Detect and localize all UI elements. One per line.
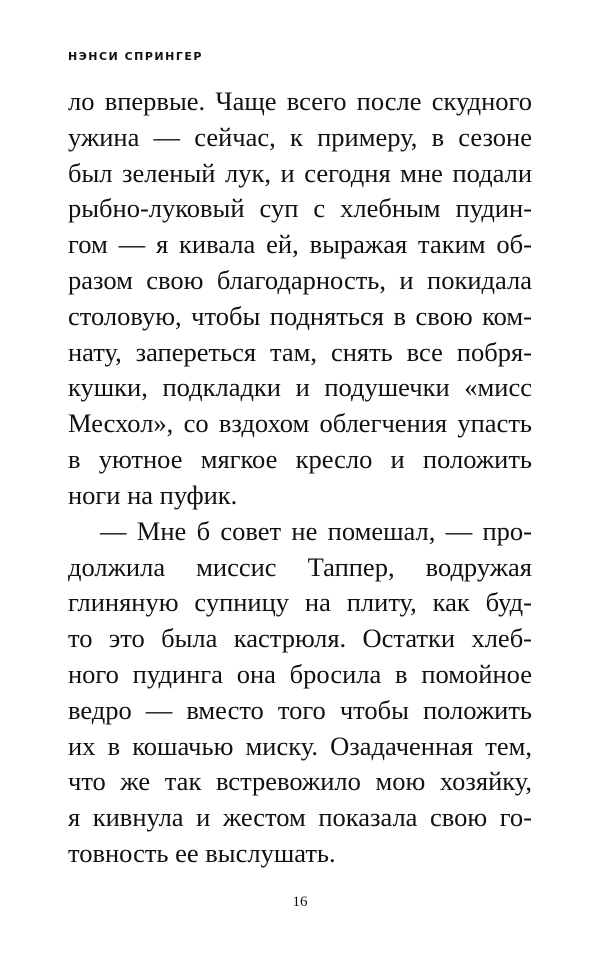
text-line: ужина — сейчас, к примеру, в сезоне [68,121,532,152]
text-line: ведро — вместо того чтобы положить [68,694,532,725]
text-line: Месхол», со вздохом облегчения упасть [68,408,532,439]
text-line: я кивнула и жестом показала свою го- [68,802,532,833]
text-line: был зеленый лук, и сегодня мне подали [68,157,532,188]
text-line: ноги на пуфик. [68,479,238,510]
text-line: рыбно-луковый суп с хлебным пудин- [68,193,532,224]
text-line: разом свою благодарность, и покидала [68,265,532,296]
text-line: их в кошачью миску. Озадаченная тем, [68,730,532,761]
page-number: 16 [292,894,308,910]
text-line: столовую, чтобы подняться в свою ком- [68,300,532,331]
text-line: ного пудинга она бросила в помойное [68,658,532,689]
text-line: должила миссис Таппер, водружая [68,551,532,582]
text-line: кушки, подкладки и подушечки «мисс [68,372,532,403]
text-line: ло впервые. Чаще всего после скудного [68,86,532,116]
text-line: — Мне б совет не помешал, — про- [100,515,532,546]
text-line: что же так встревожило мою хозяйку, [68,766,532,797]
text-line: товность ее выслушать. [68,838,336,868]
text-line: гом — я кивала ей, выражая таким об- [68,229,532,260]
text-line: нату, запереться там, снять все побря- [68,336,532,367]
text-line: то это была кастрюля. Остатки хлеб- [68,623,532,654]
running-header: НЭНСИ СПРИНГЕР [68,50,203,63]
text-line: в уютное мягкое кресло и положить [68,444,532,475]
text-line: глиняную супницу на плиту, как буд- [68,587,532,618]
